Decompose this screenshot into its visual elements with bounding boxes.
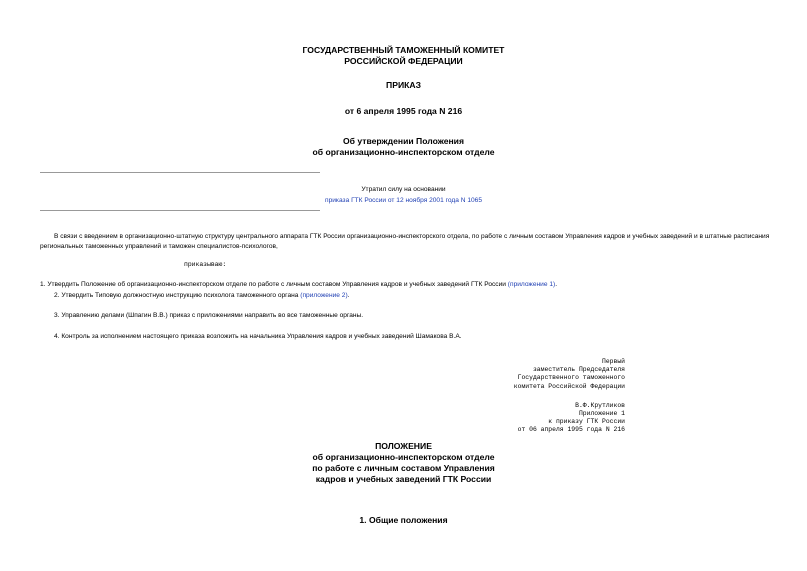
signature-block	[514, 358, 625, 391]
org-name-line2: РОССИЙСКОЙ ФЕДЕРАЦИИ	[344, 56, 463, 66]
regulation-subtitle-line2: по работе с личным составом Управления	[312, 463, 495, 473]
signature-line: Государственного таможенного	[517, 374, 625, 382]
appendix-reference-line: к приказу ГТК России	[548, 418, 625, 426]
status-divider-bottom	[40, 210, 320, 211]
appendix-2-link[interactable]: (приложение 2)	[300, 292, 348, 299]
intro-paragraph: В связи с введением в организационно-штатную структуру центрального аппарата ГТК России организационно-инспекторского отдела, по работе с личным составом Управления кадров и учебных заведений и в штатные расписания региональных таможенных управлений и таможен специалистов-психологов,	[40, 233, 770, 250]
regulation-subtitle-line1: об организационно-инспекторском отделе	[312, 452, 495, 462]
doc-subject-line1: Об утверждении Положения	[343, 136, 464, 146]
order-item-4: 4. Контроль за исполнением настоящего приказа возложить на начальника Управления кадров и учебных заведений Шамакова В.А.	[54, 333, 462, 340]
status-link[interactable]: приказа ГТК России от 12 ноября 2001 года N 1065	[325, 197, 482, 204]
order-item-1-tail: .	[555, 281, 558, 288]
signature-line: Первый	[601, 358, 625, 365]
order-item-1-text: 1. Утвердить Положение об организационно-инспекторском отделе по работе с личным составом Управления кадров и учебных заведений ГТК России	[40, 281, 508, 288]
doc-date: от 6 апреля 1995 года N 216	[344, 106, 463, 116]
order-item-2-tail: .	[347, 292, 350, 299]
order-item-2-text: 2. Утвердить Типовую должностную инструкцию психолога таможенного органа	[54, 292, 301, 299]
doc-type: ПРИКАЗ	[386, 80, 421, 90]
appendix-reference-line: от 06 апреля 1995 года N 216	[517, 426, 625, 434]
signature-line: комитета Российской Федерации	[513, 382, 625, 390]
regulation-title: ПОЛОЖЕНИЕ	[375, 441, 432, 451]
signature-line: заместитель Председателя	[532, 366, 625, 374]
order-item-1	[40, 280, 557, 289]
appendix-1-link[interactable]: (приложение 1)	[507, 281, 556, 288]
order-item-3: 3. Управлению делами (Шпагин В.В.) приказ с приложениями направить во все таможенные органы.	[54, 312, 364, 319]
section-heading: 1. Общие положения	[359, 515, 448, 525]
doc-subject-line2: об организационно-инспекторском отделе	[312, 147, 495, 157]
order-item-2	[54, 291, 350, 300]
status-divider-top	[40, 172, 320, 173]
org-name-line1: ГОСУДАРСТВЕННЫЙ ТАМОЖЕННЫЙ КОМИТЕТ	[302, 45, 505, 55]
regulation-subtitle-line3: кадров и учебных заведений ГТК России	[315, 474, 492, 484]
appendix-reference	[518, 410, 625, 435]
signature-name: В.Ф.Крутликов	[575, 402, 625, 409]
appendix-reference-line: Приложение 1	[578, 410, 625, 417]
order-word: приказываю:	[184, 261, 227, 268]
status-text: Утратил силу на основании	[361, 186, 446, 193]
